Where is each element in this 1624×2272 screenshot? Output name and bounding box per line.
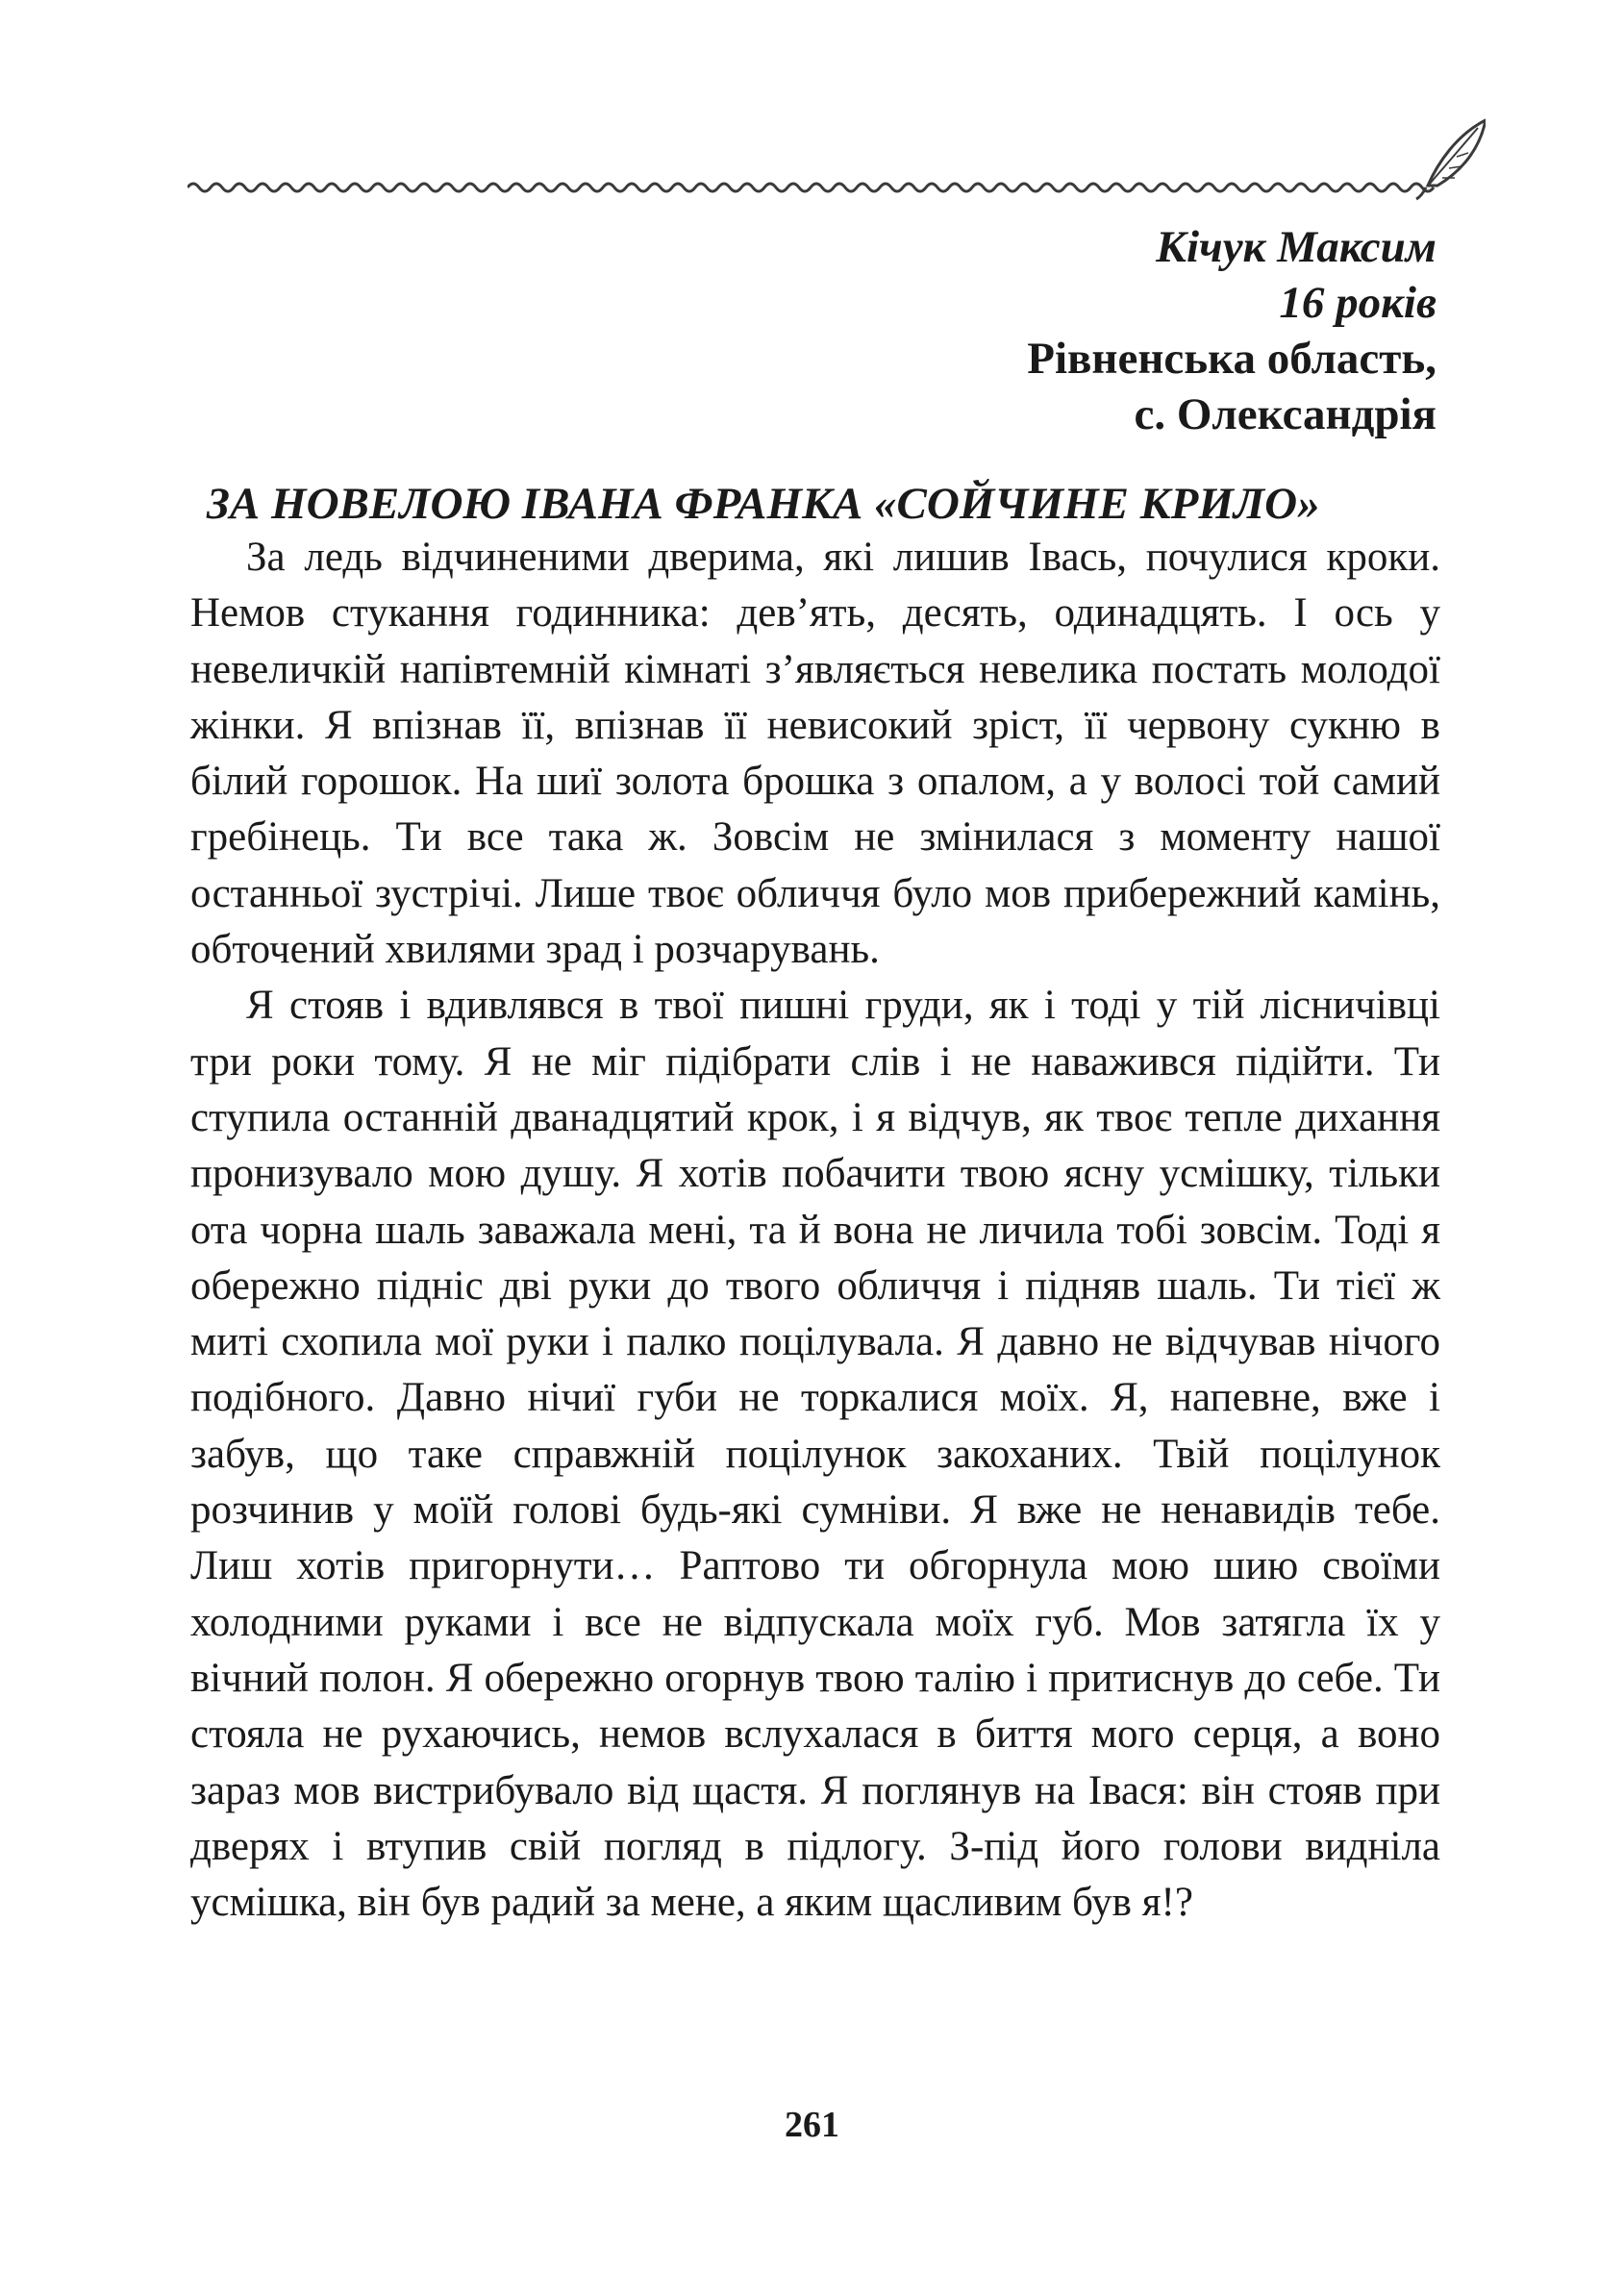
story-body [190, 530, 1440, 1931]
author-village: с. Олександрія [1134, 389, 1437, 439]
author-name: Кічук Максим [1156, 222, 1437, 272]
paragraph-2: Я стояв і вдивлявся в твої пишні груди, як і тоді у тій лісничівці три роки тому. Я не міг підібрати слів і не наважився підійти. Ти ступила останній дванадцятий крок, і я відчув, як твоє тепле дихання пронизувало мою душу. Я хотів побачити твою ясну усмішку, тільки ота чорна шаль заважала мені, та й вона не личила тобі зовсім. Тоді я обережно підніс дві руки до твого обличчя і підняв шаль. Ти тієї ж миті схопила мої руки і палко поцілувала. Я давно не відчував нічого подібного. Давно нічиї губи не торкалися моїх. Я, напевне, вже і забув, що таке справжній поцілунок закоханих. Твій поцілунок розчинив у моїй голові будь-які сумніви. Я вже не ненавидів тебе. Лиш хотів пригорнути… Раптово ти обгорнула мою шию своїми холодними руками і все не відпускала моїх губ. Мов затягла їх у вічний полон. Я обережно огорнув твою талію і притиснув до себе. Ти стояла не рухаючись, немов вслухалася в биття мого серця, а воно зараз мов вистрибувало від щастя. Я поглянув на Івася: він стояв при дверях і втупив свій погляд в підлогу. З-під його голови видніла усмішка, він був радий за мене, а яким щасливим був я!? [190, 983, 1440, 1926]
author-region: Рівненська область, [1027, 334, 1437, 384]
author-age: 16 років [1279, 278, 1437, 328]
header-wave-ornament [187, 111, 1486, 216]
story-title: ЗА НОВЕЛОЮ ІВАНА ФРАНКА «СОЙЧИНЕ КРИЛО» [207, 479, 1320, 529]
feather-quill-icon [1416, 120, 1486, 199]
page-number: 261 [785, 2105, 839, 2145]
paragraph-1: За ледь відчиненими дверима, які лишив Івась, почулися кроки. Немов стукання годинника: дев’ять, десять, одинадцять. І ось у невеличкій напівтемній кімнаті з’являється невелика постать молодої жінки. Я впізнав її, впізнав її невисокий зріст, її червону сукню в білий горошок. На шиї золота брошка з опалом, а у волосі той самий гребінець. Ти все така ж. Зовсім не змінилася з моменту нашої останньої зустрічі. Лише твоє обличчя було мов прибережний камінь, обточений хвилями зрад і розчарувань. [190, 535, 1440, 973]
wave-line [187, 184, 1434, 191]
author-info [1027, 219, 1437, 442]
